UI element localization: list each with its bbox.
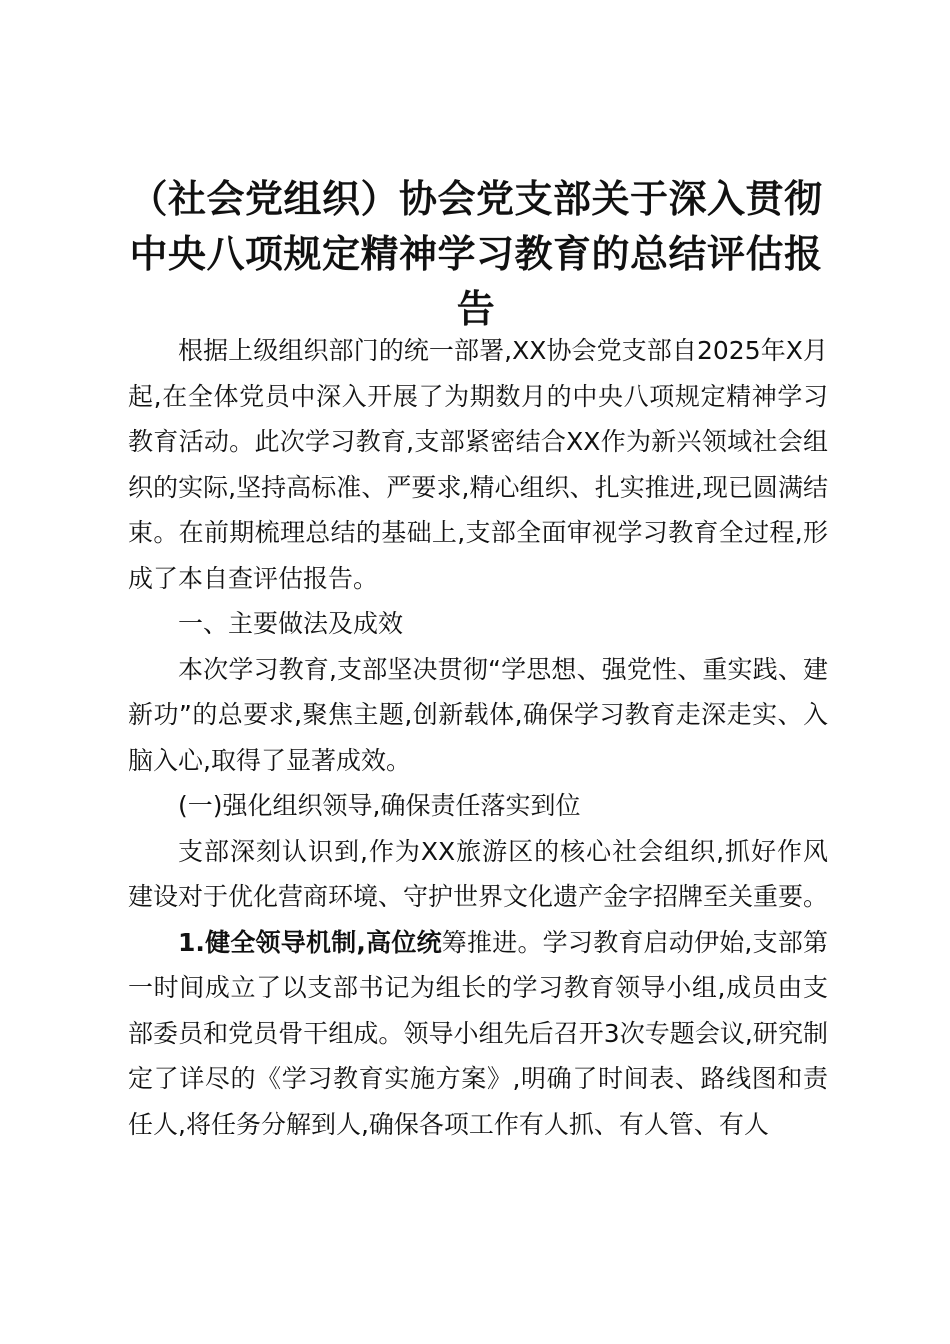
paragraph-item-1 bbox=[128, 920, 828, 1148]
document-body bbox=[128, 328, 828, 1147]
item-1-text: 筹推进。学习教育启动伊始,支部第一时间成立了以支部书记为组长的学习教育领导小组,成员由支部委员和党员骨干组成。领导小组先后召开3次专题会议,研究制定了详尽的《学习教育实施方案》,明确了时间表、路线图和责任人,将任务分解到人,确保各项工作有人抓、有人管、有人 bbox=[128, 927, 829, 1139]
subsection-heading-1: (一)强化组织领导,确保责任落实到位 bbox=[178, 791, 581, 820]
document-title: （社会党组织）协会党支部关于深入贯彻中央八项规定精神学习教育的总结评估报告 bbox=[129, 177, 823, 331]
paragraph-subsection-1: 支部深刻认识到,作为XX旅游区的核心社会组织,抓好作风建设对于优化营商环境、守护世界文化遗产金字招牌至关重要。 bbox=[128, 836, 829, 911]
section-heading-1: 一、主要做法及成效 bbox=[178, 609, 404, 638]
paragraph-intro: 根据上级组织部门的统一部署,XX协会党支部自2025年X月起,在全体党员中深入开展了为期数月的中央八项规定精神学习教育活动。此次学习教育,支部紧密结合XX作为新兴领域社会组织的实际,坚持高标准、严要求,精心组织、扎实推进,现已圆满结束。在前期梳理总结的基础上,支部全面审视学习教育全过程,形成了本自查评估报告。 bbox=[128, 336, 828, 593]
item-1-bold-lead: 1.健全领导机制,高位统 bbox=[178, 927, 442, 957]
paragraph-section-1-intro: 本次学习教育,支部坚决贯彻“学思想、强党性、重实践、建新功”的总要求,聚焦主题,创新载体,确保学习教育走深走实、入脑入心,取得了显著成效。 bbox=[128, 654, 828, 775]
